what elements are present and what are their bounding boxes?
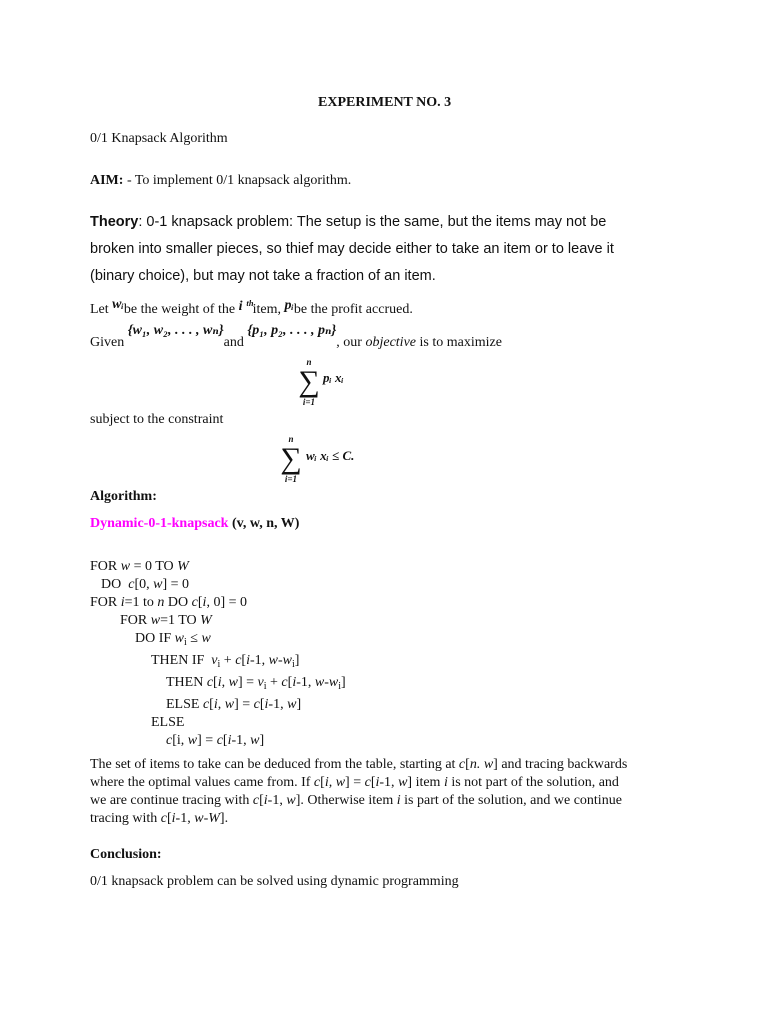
algorithm-signature	[90, 516, 299, 532]
algorithm-params: (v, w, n, W)	[228, 516, 300, 531]
code-line-3: FOR i=1 to n DO c[i, 0] = 0	[90, 595, 247, 610]
subtitle: 0/1 Knapsack Algorithm	[90, 131, 228, 146]
constraint-sum-upper-limit: n	[288, 434, 294, 444]
code-line-9: ELSE	[151, 715, 185, 730]
sum-upper-limit: n	[306, 357, 312, 367]
given-rest-text: is to maximize	[416, 335, 502, 350]
formula-pi: pᵢ	[284, 298, 294, 313]
formula-wi: wᵢ	[112, 297, 124, 312]
explanation-paragraph: The set of items to take can be deduced from the table, starting at c[n. w] and tracing backwards where the optimal values came from. If c[i, w] = c[i-1, w] item i is not part of the solution, and we are continue tracing with c[i-1, w]. Otherwise item i is part of the solution, and we continue tracing with c[i-1, w-W].	[90, 757, 628, 826]
code-line-7: THEN c[i, $w] = v_i + c[i-1$, $w-w_i$]	[166, 675, 346, 692]
objective-term: pᵢ xᵢ	[323, 370, 344, 385]
conclusion-text: 0/1 knapsack problem can be solved using dynamic programming	[90, 874, 459, 889]
code-line-5: DO IF $w_i \le w$	[135, 631, 211, 648]
given-line	[90, 322, 502, 351]
algorithm-heading: Algorithm:	[90, 489, 157, 504]
page-title: EXPERIMENT NO. 3	[318, 95, 452, 110]
code-line-2: DO c[0, w] = 0	[101, 577, 190, 592]
given-text: Given	[90, 335, 128, 350]
code-line-4: FOR w=1 TO W	[120, 613, 212, 628]
sigma-icon: ∑	[298, 365, 320, 398]
pseudocode-block	[90, 558, 346, 750]
theory-label: Theory	[90, 214, 139, 230]
sum-lower-limit: i=1	[302, 397, 316, 407]
theory-text-1: : 0-1 knapsack problem: The setup is the same, but the items may not be	[138, 214, 607, 230]
formula-set-w: {w₁, w₂, . . . , wₙ}	[127, 323, 224, 338]
formula-ith: i ᵗʰ	[238, 299, 253, 314]
given-objective-word: objective	[365, 335, 416, 350]
theory-line-2: broken into smaller pieces, so thief may decide either to take an item or to leave it	[90, 241, 614, 257]
constraint-sigma-icon: ∑	[280, 442, 302, 475]
given-and-text: and	[223, 335, 248, 350]
constraint-sum-symbol	[280, 434, 302, 484]
aim-label: AIM:	[90, 173, 124, 188]
let-profit-text: be the profit accrued.	[293, 302, 413, 317]
algorithm-name: Dynamic-0-1-knapsack	[90, 516, 229, 531]
code-line-1: FOR w = 0 TO W	[90, 559, 189, 574]
theory-line-1	[90, 214, 606, 230]
code-line-8: ELSE c[i, w] = c[i-1, w]	[166, 697, 302, 712]
let-item-text: item,	[252, 302, 285, 317]
constraint-sum-lower-limit: i=1	[284, 474, 298, 484]
aim-text: - To implement 0/1 knapsack algorithm.	[123, 173, 352, 188]
code-line-10: c[i, w] = c[i-1, w]	[166, 733, 265, 748]
given-our-text: , our	[336, 335, 366, 350]
formula-set-p: {p₁, p₂, . . . , pₙ}	[247, 323, 337, 338]
theory-line-3: (binary choice), but may not take a fraction of an item.	[90, 268, 436, 284]
let-line	[90, 297, 413, 318]
constraint-text: subject to the constraint	[90, 412, 224, 427]
aim-line	[90, 173, 351, 189]
let-weight-text: be the weight of the	[123, 302, 239, 317]
objective-sum-symbol	[298, 357, 320, 407]
code-line-6: THEN IF $v_i + c[i-1$, $w-w_i$]	[151, 653, 300, 670]
constraint-term: wᵢ xᵢ ≤ C.	[306, 448, 355, 463]
conclusion-heading: Conclusion:	[90, 847, 162, 862]
let-text: Let	[90, 302, 113, 317]
